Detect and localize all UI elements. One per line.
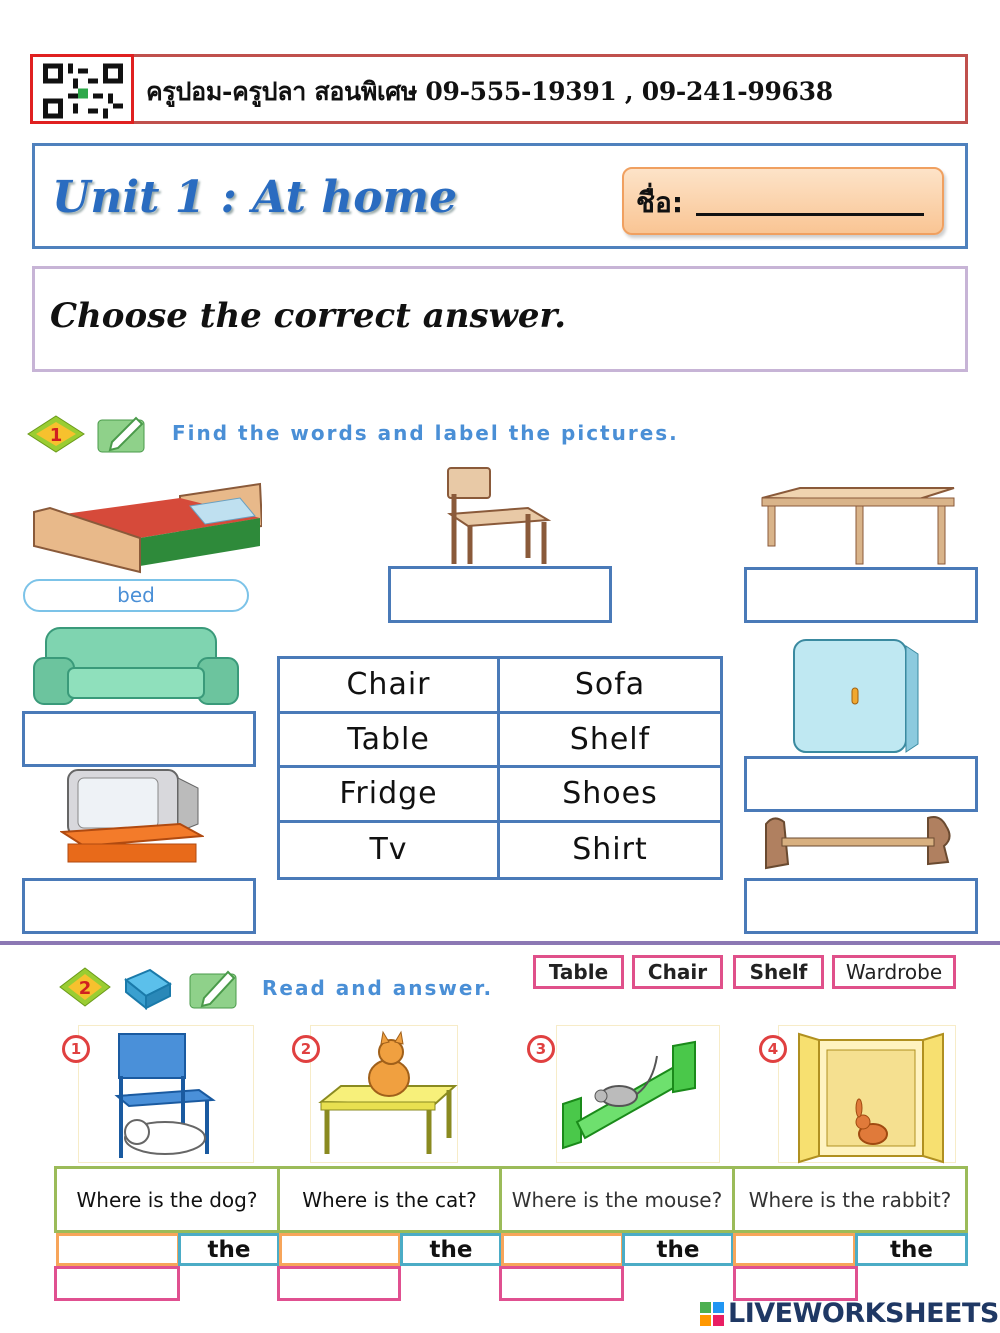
- liveworksheets-logo-icon: [700, 1302, 724, 1326]
- question-cell: Where is the mouse?: [502, 1169, 735, 1230]
- answer-input[interactable]: [733, 1233, 856, 1266]
- tv-answer-box[interactable]: [22, 878, 256, 934]
- answer-input[interactable]: [733, 1266, 858, 1301]
- qr-code: [30, 54, 134, 124]
- word-cell: Table: [280, 714, 500, 769]
- bed-image: [30, 476, 262, 576]
- unit-title: Unit 1 : At home: [52, 172, 458, 223]
- answer-input[interactable]: [54, 1266, 180, 1301]
- section-number-badge: [58, 966, 112, 1008]
- fridge-image: [790, 636, 922, 756]
- picture-card: [556, 1025, 720, 1163]
- sofa-answer-box[interactable]: [22, 711, 256, 767]
- question-cell: Where is the cat?: [280, 1169, 502, 1230]
- name-field[interactable]: [696, 213, 924, 216]
- section2-heading: Read and answer.: [262, 976, 494, 1000]
- choice-chip: Shelf: [733, 955, 824, 989]
- answer-input[interactable]: [499, 1266, 624, 1301]
- question-number: 1: [62, 1035, 90, 1063]
- the-label: the: [400, 1233, 502, 1266]
- word-bank-table: [277, 656, 723, 880]
- answer-input[interactable]: [56, 1233, 180, 1266]
- question-table: [54, 1166, 968, 1233]
- section2-number: 2: [78, 978, 92, 999]
- section-divider: [0, 941, 1000, 945]
- question-number: 4: [759, 1035, 787, 1063]
- table-image: [760, 486, 956, 566]
- mouse-on-shelf-image: [557, 1026, 721, 1164]
- qr-code-icon: [43, 63, 123, 119]
- book-icon: [122, 966, 174, 1010]
- answer-input[interactable]: [501, 1233, 624, 1266]
- question-number: 3: [527, 1035, 555, 1063]
- question-number: 2: [292, 1035, 320, 1063]
- the-label: the: [855, 1233, 968, 1266]
- the-label: the: [178, 1233, 280, 1266]
- chair-answer-box[interactable]: [388, 566, 612, 623]
- rabbit-in-wardrobe-image: [779, 1026, 957, 1164]
- pencil-icon: [188, 966, 240, 1010]
- picture-card: [310, 1025, 458, 1163]
- shelf-image: [762, 814, 954, 872]
- instruction-text: Choose the correct answer.: [50, 296, 567, 336]
- choice-chip: Wardrobe: [832, 955, 956, 989]
- fridge-answer-box[interactable]: [744, 756, 978, 812]
- table-answer-box[interactable]: [744, 567, 978, 623]
- choice-chip: Chair: [632, 955, 723, 989]
- chair-image: [438, 464, 554, 566]
- dog-under-chair-image: [79, 1026, 255, 1164]
- answer-input[interactable]: [279, 1233, 401, 1266]
- name-label: ชื่อ:: [636, 186, 684, 219]
- section1-number: 1: [49, 425, 63, 446]
- answer-input[interactable]: [277, 1266, 401, 1301]
- question-cell: Where is the dog?: [57, 1169, 280, 1230]
- choice-chip: Table: [533, 955, 624, 989]
- cat-on-table-image: [311, 1026, 459, 1164]
- picture-card: [78, 1025, 254, 1163]
- shelf-answer-box[interactable]: [744, 878, 978, 934]
- tv-image: [60, 766, 204, 864]
- example-label: bed: [23, 579, 249, 612]
- section-number-badge: [26, 414, 86, 454]
- word-cell: Shirt: [572, 832, 648, 868]
- word-cell: Sofa: [500, 659, 720, 714]
- the-label: the: [622, 1233, 734, 1266]
- question-cell: Where is the rabbit?: [748, 1187, 952, 1212]
- section1-heading: Find the words and label the pictures.: [172, 421, 679, 445]
- brand-text: LIVEWORKSHEETS: [728, 1298, 999, 1329]
- word-cell: Shelf: [500, 714, 720, 769]
- word-cell: Fridge: [280, 768, 500, 823]
- word-cell: Chair: [280, 659, 500, 714]
- sofa-image: [32, 624, 240, 710]
- pencil-icon: [96, 412, 150, 454]
- word-cell: Shoes: [500, 768, 720, 823]
- picture-card: [778, 1025, 956, 1163]
- word-cell: Tv: [280, 823, 500, 878]
- contact-text: ครูปอม-ครูปลา สอนพิเศษ 09-555-19391 , 09-241-99638: [146, 77, 833, 106]
